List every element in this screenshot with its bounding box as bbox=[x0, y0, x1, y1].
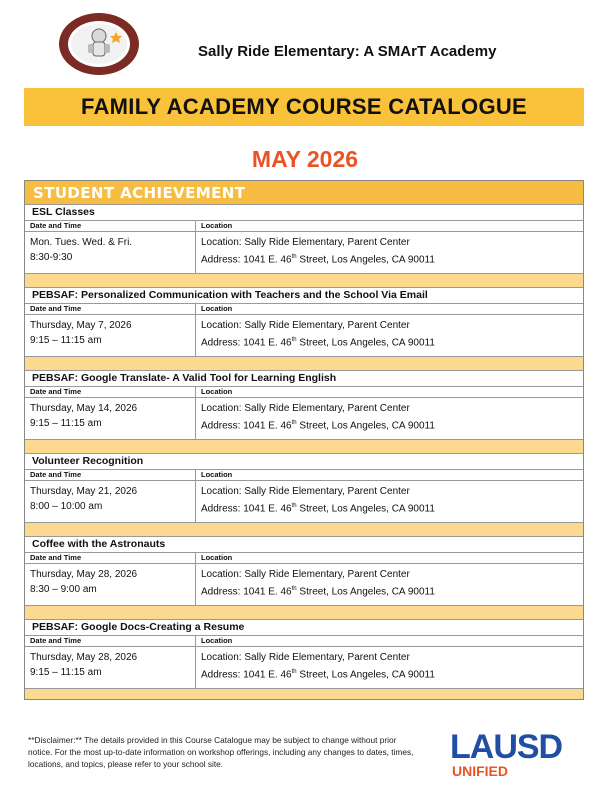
date-text: Thursday, May 14, 2026 bbox=[30, 403, 138, 414]
course-block bbox=[25, 371, 583, 454]
address-text bbox=[201, 582, 578, 599]
address-text bbox=[201, 416, 578, 433]
location-column-header: Location bbox=[201, 636, 233, 645]
address-text bbox=[201, 250, 578, 267]
address-ordinal: th bbox=[291, 669, 297, 675]
address-ordinal: th bbox=[291, 586, 297, 592]
address-end: Street, Los Angeles, CA 90011 bbox=[296, 254, 435, 266]
address-ordinal: th bbox=[291, 337, 297, 343]
time-text: 9:15 – 11:15 am bbox=[30, 418, 102, 429]
date-column-header: Date and Time bbox=[25, 304, 196, 314]
course-block bbox=[25, 205, 583, 288]
catalogue-title-bar bbox=[24, 88, 584, 126]
date-text: Thursday, May 28, 2026 bbox=[30, 569, 138, 580]
catalogue-title: FAMILY ACADEMY COURSE CATALOGUE bbox=[80, 94, 528, 119]
course-details-row bbox=[25, 232, 583, 274]
location-column-header: Location bbox=[201, 553, 233, 562]
date-cell bbox=[25, 647, 196, 688]
location-text: Location: Sally Ride Elementary, Parent Center bbox=[201, 320, 410, 331]
month-heading: MAY 2026 bbox=[251, 146, 359, 172]
address-text bbox=[201, 333, 578, 350]
location-column-header: Location bbox=[201, 470, 233, 479]
section-header bbox=[25, 181, 583, 205]
time-text: 9:15 – 11:15 am bbox=[30, 335, 102, 346]
date-cell bbox=[25, 315, 196, 356]
location-cell bbox=[196, 564, 583, 605]
address-text bbox=[201, 665, 578, 682]
location-cell bbox=[196, 481, 583, 522]
school-seal-icon bbox=[58, 12, 140, 76]
row-spacer bbox=[25, 274, 583, 288]
address-end: Street, Los Angeles, CA 90011 bbox=[296, 503, 435, 515]
location-cell bbox=[196, 315, 583, 356]
course-block bbox=[25, 454, 583, 537]
location-text: Location: Sally Ride Elementary, Parent Center bbox=[201, 652, 410, 663]
time-text: 8:30-9:30 bbox=[30, 252, 73, 263]
course-title: PEBSAF: Google Translate- A Valid Tool for Learning English bbox=[25, 371, 583, 387]
address-ordinal: th bbox=[291, 503, 297, 509]
address-end: Street, Los Angeles, CA 90011 bbox=[296, 337, 435, 349]
column-header-row bbox=[25, 387, 583, 398]
time-text: 8:30 – 9:00 am bbox=[30, 584, 97, 595]
date-column-header: Date and Time bbox=[25, 636, 196, 646]
disclaimer-text: **Disclaimer:** The details provided in this Course Catalogue may be subject to change without prior notice. For the most up-to-date information on workshop offerings, including any changes to dates, times, locations, and topics, please refer to your school site. bbox=[28, 735, 414, 769]
row-spacer bbox=[25, 606, 583, 620]
date-cell bbox=[25, 398, 196, 439]
lausd-logo-text: LAUSD bbox=[450, 728, 563, 766]
location-text: Location: Sally Ride Elementary, Parent Center bbox=[201, 237, 410, 248]
address-start: Address: 1041 E. 46 bbox=[201, 669, 292, 681]
row-spacer bbox=[25, 523, 583, 537]
course-title: Coffee with the Astronauts bbox=[25, 537, 583, 553]
address-start: Address: 1041 E. 46 bbox=[201, 254, 292, 266]
course-details-row bbox=[25, 647, 583, 689]
course-block bbox=[25, 288, 583, 371]
column-header-row bbox=[25, 636, 583, 647]
column-header-row bbox=[25, 553, 583, 564]
date-text: Thursday, May 21, 2026 bbox=[30, 486, 138, 497]
date-column-header: Date and Time bbox=[25, 553, 196, 563]
address-start: Address: 1041 E. 46 bbox=[201, 337, 292, 349]
date-cell bbox=[25, 232, 196, 273]
row-spacer bbox=[25, 357, 583, 371]
time-text: 9:15 – 11:15 am bbox=[30, 667, 102, 678]
column-header-row bbox=[25, 304, 583, 315]
address-end: Street, Los Angeles, CA 90011 bbox=[296, 669, 435, 681]
date-column-header: Date and Time bbox=[25, 221, 196, 231]
school-name: Sally Ride Elementary: A SMArT Academy bbox=[198, 43, 497, 60]
lausd-logo-icon bbox=[448, 724, 580, 780]
address-start: Address: 1041 E. 46 bbox=[201, 503, 292, 515]
course-block bbox=[25, 620, 583, 699]
date-text: Thursday, May 7, 2026 bbox=[30, 320, 132, 331]
course-title: Volunteer Recognition bbox=[25, 454, 583, 470]
date-column-header: Date and Time bbox=[25, 470, 196, 480]
column-header-row bbox=[25, 470, 583, 481]
course-details-row bbox=[25, 315, 583, 357]
address-start: Address: 1041 E. 46 bbox=[201, 420, 292, 432]
address-ordinal: th bbox=[291, 420, 297, 426]
row-spacer bbox=[25, 689, 583, 699]
address-end: Street, Los Angeles, CA 90011 bbox=[296, 586, 435, 598]
location-cell bbox=[196, 232, 583, 273]
location-column-header: Location bbox=[201, 221, 233, 230]
address-end: Street, Los Angeles, CA 90011 bbox=[296, 420, 435, 432]
date-cell bbox=[25, 481, 196, 522]
location-cell bbox=[196, 647, 583, 688]
location-text: Location: Sally Ride Elementary, Parent Center bbox=[201, 403, 410, 414]
date-cell bbox=[25, 564, 196, 605]
row-spacer bbox=[25, 440, 583, 454]
course-title: ESL Classes bbox=[25, 205, 583, 221]
date-column-header: Date and Time bbox=[25, 387, 196, 397]
location-column-header: Location bbox=[201, 387, 233, 396]
date-text: Mon. Tues. Wed. & Fri. bbox=[30, 237, 133, 248]
section-title: STUDENT ACHIEVEMENT bbox=[33, 183, 246, 202]
location-cell bbox=[196, 398, 583, 439]
location-text: Location: Sally Ride Elementary, Parent Center bbox=[201, 486, 410, 497]
location-text: Location: Sally Ride Elementary, Parent Center bbox=[201, 569, 410, 580]
course-list bbox=[25, 205, 583, 699]
course-title: PEBSAF: Google Docs-Creating a Resume bbox=[25, 620, 583, 636]
location-column-header: Location bbox=[201, 304, 233, 313]
time-text: 8:00 – 10:00 am bbox=[30, 501, 103, 512]
course-details-row bbox=[25, 398, 583, 440]
date-text: Thursday, May 28, 2026 bbox=[30, 652, 138, 663]
course-block bbox=[25, 537, 583, 620]
address-ordinal: th bbox=[291, 254, 297, 260]
address-start: Address: 1041 E. 46 bbox=[201, 586, 292, 598]
course-title: PEBSAF: Personalized Communication with Teachers and the School Via Email bbox=[25, 288, 583, 304]
lausd-logo-subtext: UNIFIED bbox=[452, 763, 508, 779]
column-header-row bbox=[25, 221, 583, 232]
course-details-row bbox=[25, 564, 583, 606]
course-details-row bbox=[25, 481, 583, 523]
address-text bbox=[201, 499, 578, 516]
course-table bbox=[24, 180, 584, 700]
